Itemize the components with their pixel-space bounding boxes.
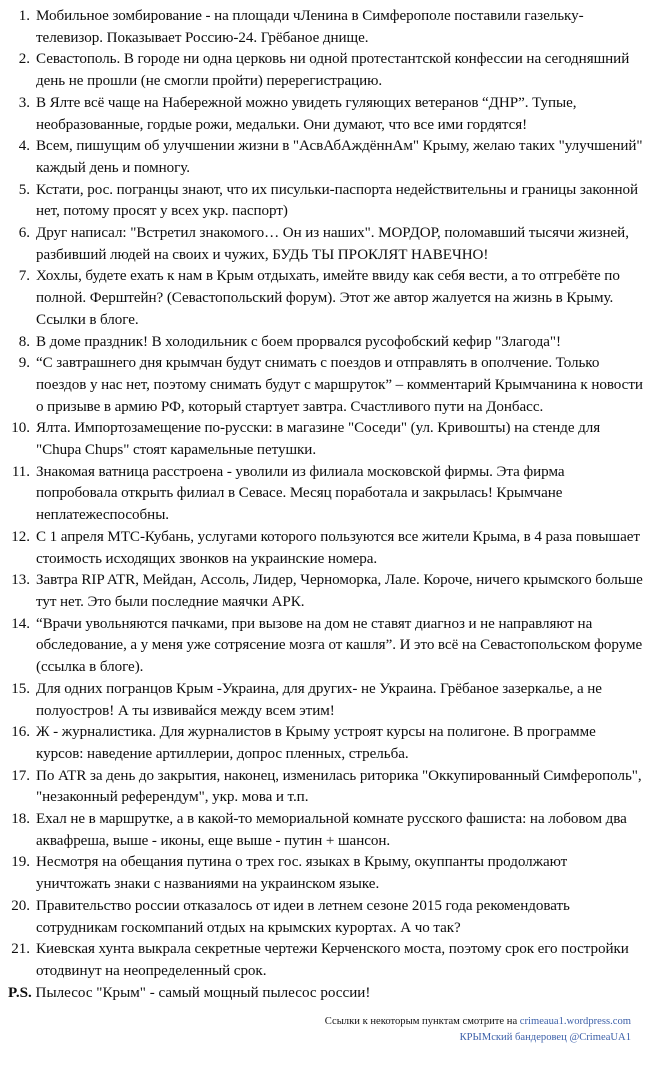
list-item-number: 8. xyxy=(18,333,30,350)
list-item-number: 20. xyxy=(11,897,30,914)
list-item-number: 5. xyxy=(18,181,30,198)
list-item xyxy=(6,722,645,765)
list-item xyxy=(6,852,645,895)
postscript-line xyxy=(6,983,645,1005)
list-item xyxy=(6,353,645,418)
postscript-text: Пылесос "Крым" - самый мощный пылесос россии! xyxy=(31,984,371,1001)
list-item-text: Всем, пишущим об улучшении жизни в "АсвАбАждённАм" Крыму, желаю таких "улучшений" каждый день и помногу. xyxy=(36,138,643,176)
list-item xyxy=(6,332,645,354)
list-item-text: Кстати, рос. погранцы знают, что их писульки-паспорта недействительны и границы законной нет, потому просят у всех укр. паспорт) xyxy=(36,181,638,220)
list-item xyxy=(6,896,645,939)
list-item xyxy=(6,462,645,527)
list-item-text: Ялта. Импортозамещение по-русски: в магазине "Соседи" (ул. Кривошты) на стенде для "Chupa Chups" стоят карамельные петушки. xyxy=(36,420,601,459)
list-item-text: Севастополь. В городе ни одна церковь ни одной протестантской конфессии на сегодняшний день не прошли (не смогли пройти) перерегистрацию. xyxy=(36,51,630,90)
list-item-number: 4. xyxy=(18,138,30,155)
list-item xyxy=(6,614,645,679)
footer-author-handle[interactable]: @CrimeaUA1 xyxy=(569,1031,631,1043)
list-item-number: 1. xyxy=(18,8,30,24)
footer xyxy=(6,1014,645,1045)
list-item xyxy=(6,418,645,461)
list-item xyxy=(6,766,645,809)
list-item xyxy=(6,180,645,223)
list-item xyxy=(6,93,645,136)
list-item-number: 17. xyxy=(11,767,30,784)
list-item-text: Ехал не в маршрутке, а в какой-то мемориальной комнате русского фашиста: на лобовом два аквафреша, выше - иконы, еще выше - путин + шансон. xyxy=(36,811,627,849)
list-item-text: Для одних погранцов Крым -Украина, для других- не Украина. Грёбаное зазеркалье, а не полуостров! А ты извивайся между всем этим! xyxy=(36,680,602,719)
list-item xyxy=(6,136,645,179)
list-item-number: 18. xyxy=(11,811,30,828)
list-item-text: Ж - журналистика. Для журналистов в Крыму устроят курсы на полигоне. В программе курсов: наведение артиллерии, допрос пленных, стрельба. xyxy=(36,724,596,762)
list-item-number: 16. xyxy=(11,724,30,741)
list-item-text: С 1 апреля МТС-Кубань, услугами которого пользуются все жители Крыма, в 4 раза повышает стоимость исходящих звонков на украинские номера. xyxy=(36,528,640,567)
list-item-text: В доме праздник! В холодильник с боем прорвался русофобский кефир "Злагода"! xyxy=(36,333,561,350)
list-item xyxy=(6,49,645,92)
list-item xyxy=(6,809,645,852)
list-item-text: “С завтрашнего дня крымчан будут снимать с поездов и отправлять в ополчение. Только поездов у нас нет, поэтому снимать будут с маршруток” – комментарий Крымчанина к новости о призыве в армию РФ, который стартует завтра. Счастливого пути на Донбасс. xyxy=(36,355,643,415)
list-item-number: 10. xyxy=(11,420,30,437)
numbered-list xyxy=(6,6,645,983)
list-item-text: Друг написал: "Встретил знакомого… Он из наших". МОРДОР, поломавший тысячи жизней, разбивший людей на своих и чужих, БУДЬ ТЫ ПРОКЛЯТ НАВЕЧНО! xyxy=(36,225,629,263)
list-item-number: 9. xyxy=(18,355,30,372)
list-item-number: 13. xyxy=(11,572,30,589)
list-item-number: 21. xyxy=(11,941,30,958)
list-item xyxy=(6,679,645,722)
blog-url-link[interactable]: crimeaua1.wordpress.com xyxy=(519,1016,631,1028)
list-item-number: 14. xyxy=(11,615,30,632)
footer-links-line xyxy=(6,1014,631,1030)
list-item xyxy=(6,266,645,331)
list-item-text: “Врачи увольняются пачками, при вызове на дом не ставят диагноз и не направляют на обследование, а у меня уже сотрясение мозга от кашля”. И это всё на Севастопольском форуме (ссылка в блоге). xyxy=(36,615,643,676)
list-item-number: 19. xyxy=(11,854,30,871)
list-item xyxy=(6,939,645,982)
list-item-number: 3. xyxy=(18,94,30,111)
list-item-text: Хохлы, будете ехать к нам в Крым отдыхать, имейте ввиду как себя вести, а то отгребёте по полной. Ферштейн? (Севастопольский форум). Этот же автор жалуется на жизнь в Крыму. Ссылки в блоге. xyxy=(36,268,620,328)
list-item-number: 15. xyxy=(11,680,30,697)
list-item-text: По ATR за день до закрытия, наконец, изменилась риторика "Оккупированный Симферополь", "незаконный референдум", укр. мова и т.п. xyxy=(36,767,642,806)
footer-author-line xyxy=(6,1030,631,1046)
list-item-text: Киевская хунта выкрала секретные чертежи Керченского моста, поэтому срок его постройки отодвинут на неопределенный срок. xyxy=(36,941,629,979)
footer-author-name: КРЫМский бандеровец xyxy=(459,1031,570,1043)
list-item-text: В Ялте всё чаще на Набережной можно увидеть гуляющих ветеранов “ДНР”. Тупые, необразованные, гордые рожи, медальки. Они думают, что все ими гордятся! xyxy=(36,94,577,133)
list-item-text: Мобильное зомбирование - на площади чЛенина в Симферополе поставили газельку-телевизор. Показывает Россию-24. Грёбаное днище. xyxy=(36,8,584,46)
postscript-label: P.S. xyxy=(8,984,32,1001)
list-item-number: 6. xyxy=(18,225,30,242)
list-item xyxy=(6,223,645,266)
list-item xyxy=(6,570,645,613)
list-item-number: 12. xyxy=(11,528,30,545)
list-item xyxy=(6,6,645,49)
list-item-text: Завтра RIP ATR, Мейдан, Ассоль, Лидер, Черноморка, Лале. Короче, ничего крымского больше тут нет. Это были последние маячки АРК. xyxy=(36,572,643,610)
list-item-text: Несмотря на обещания путина о трех гос. языках в Крыму, окуппанты продолжают уничтожать знаки с названиями на украинском языке. xyxy=(36,854,568,893)
list-item-text: Знакомая ватница расстроена - уволили из филиала московской фирмы. Эта фирма попробовала открыть филиал в Севасе. Месяц поработала и закрылась! Крымчане неплатежеспособны. xyxy=(36,463,565,524)
list-item-number: 11. xyxy=(11,463,30,480)
footer-links-label: Ссылки к некоторым пунктам смотрите на xyxy=(324,1016,520,1028)
list-item-number: 2. xyxy=(18,51,30,68)
list-item xyxy=(6,527,645,570)
list-item-text: Правительство россии отказалось от идеи в летнем сезоне 2015 года рекомендовать сотрудникам госкомпаний отдых на крымских курортах. А чо так? xyxy=(36,897,570,936)
list-item-number: 7. xyxy=(18,268,30,285)
